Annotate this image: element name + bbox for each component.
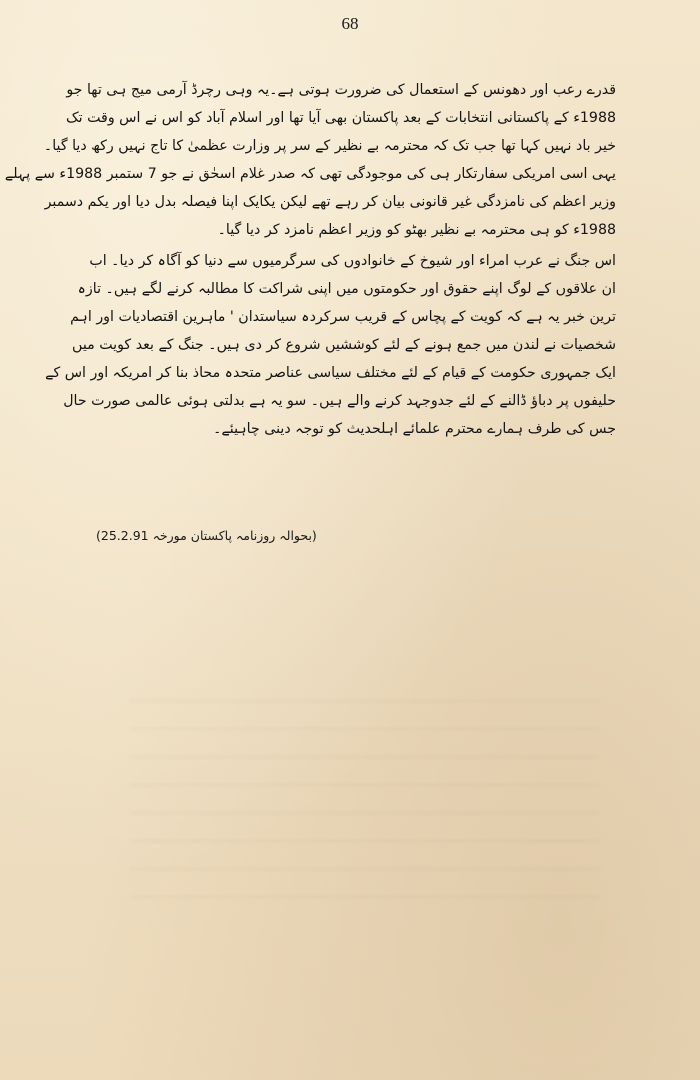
text-line: قدرے رعب اور دھونس کے استعمال کی ضرورت ہوتی ہے۔یہ وہی رچرڈ آرمی میج ہی تھا جو [66, 82, 616, 98]
text-line: ترین خبر یہ ہے کہ کویت کے پچاس کے قریب سرکردہ سیاستدان ' ماہرین اقتصادیات اور اہم [70, 309, 616, 325]
text-line: وزیر اعظم کی نامزدگی غیر قانونی بیان کر رہے تھے لیکن یکایک اپنا فیصلہ بدل دیا اور یکم دسمبر [44, 194, 616, 210]
page-number: 68 [341, 14, 359, 33]
text-line: اس جنگ نے عرب امراء اور شیوخ کے خانوادوں کی سرگرمیوں سے دنیا کو آگاہ کر دیا۔ اب [89, 253, 616, 269]
paper-show-through [130, 700, 600, 920]
text-line: حلیفوں پر دباؤ ڈالنے کے لئے جدوجہد کرنے والے ہیں۔ سو یہ ہے بدلتی ہوئی عالمی صورت حال [63, 393, 616, 409]
text-line: یہی اسی امریکی سفارتکار ہی کی موجودگی تھی کہ صدر غلام اسحٰق نے جو 7 ستمبر 1988ء سے پہلے [4, 166, 616, 182]
paragraph-2 [45, 247, 616, 443]
text-line: خیر باد نہیں کہا تھا جب تک کہ محترمہ بے نظیر کے سر پر وزارت عظمیٰ کا تاج نہیں رکھ دیا گیا۔ [43, 138, 616, 154]
text-line: 1988ء کے پاکستانی انتخابات کے بعد پاکستان بھی آیا تھا اور اسلام آباد کو اس نے اس وقت تک [65, 110, 616, 126]
body-text [4, 76, 616, 443]
text-line: جس کی طرف ہمارے محترم علمائے اہلحدیث کو توجہ دینی چاہیئے۔ [213, 421, 616, 437]
text-line: ایک جمہوری حکومت کے قیام کے لئے مختلف سیاسی عناصر متحدہ محاذ بنا کر امریکہ اور اس کے [45, 365, 616, 381]
text-line: شخصیات نے لندن میں جمع ہونے کے لئے کوششیں شروع کر دی ہیں۔ جنگ کے بعد کویت میں [72, 337, 616, 353]
source-citation: (بحوالہ روزنامہ پاکستان مورخہ 25.2.91) [96, 528, 317, 543]
text-line: ان علاقوں کے لوگ اپنے حقوق اور حکومتوں میں اپنی شراکت کا مطالبہ کرنے لگے ہیں۔ تازہ [77, 281, 616, 297]
text-line: 1988ء کو ہی محترمہ بے نظیر بھٹو کو وزیر اعظم نامزد کر دیا گیا۔ [217, 222, 616, 238]
paragraph-1 [4, 76, 616, 244]
